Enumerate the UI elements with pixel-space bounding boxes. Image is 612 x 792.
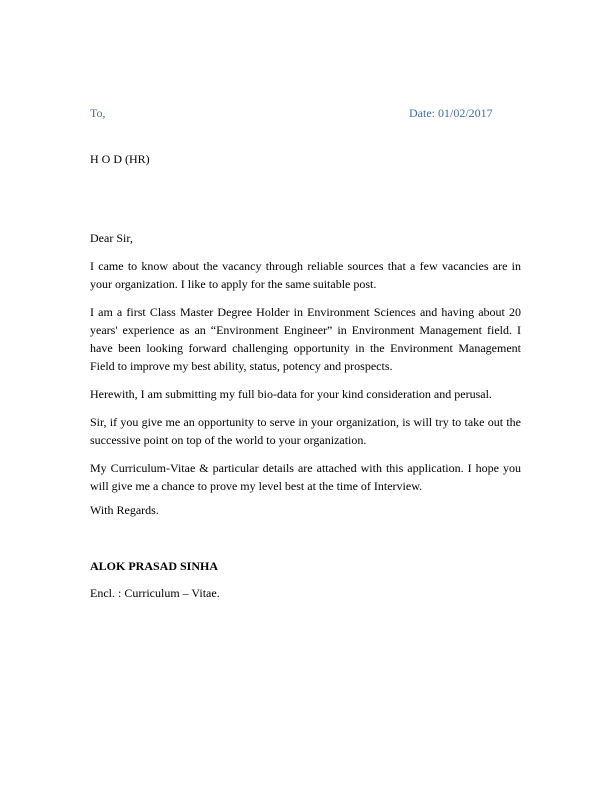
- paragraph-vacancy: I came to know about the vacancy through reliable sources that a few vacancies are in your organization. I like to apply for the same suitable post.: [90, 259, 521, 291]
- date-label: Date: 01/02/2017: [409, 106, 493, 120]
- paragraph-opportunity: Sir, if you give me an opportunity to serve in your organization, is will try to take out the successive point on top of the world to your organization.: [90, 415, 521, 447]
- signature-name: ALOK PRASAD SINHA: [90, 559, 219, 573]
- paragraph-cv: My Curriculum-Vitae & particular details are attached with this application. I hope you will give me a chance to prove my level best at the time of Interview.: [90, 461, 521, 493]
- salutation: Dear Sir,: [90, 231, 133, 245]
- paragraph-qualifications: I am a first Class Master Degree Holder in Environment Sciences and having about 20 years' experience as an “Environment Engineer” in Environment Management field. I have been looking forward challenging opportunity in the Environment Management Field to improve my best ability, status, potency and prospects.: [90, 305, 521, 373]
- to-label: To,: [90, 106, 106, 120]
- paragraph-biodata: Herewith, I am submitting my full bio-data for your kind consideration and perusal.: [90, 387, 492, 401]
- recipient: H O D (HR): [90, 152, 150, 166]
- closing: With Regards.: [90, 503, 159, 517]
- enclosure: Encl. : Curriculum – Vitae.: [90, 586, 220, 600]
